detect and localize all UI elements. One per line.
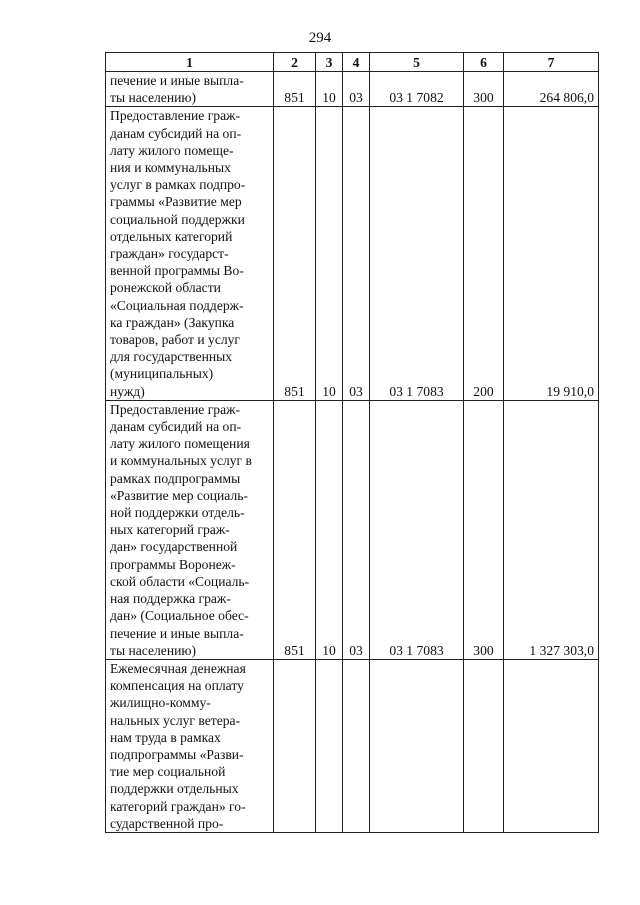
header-row [106, 53, 599, 72]
description-line: жилищно-комму- [110, 695, 211, 711]
expense-type-code: 300 [464, 400, 504, 659]
header-col-1: 1 [106, 53, 274, 72]
description-line: подпрограммы «Разви- [110, 746, 244, 762]
target-article-code [370, 659, 464, 832]
description-line: дан» (Социальное обес- [110, 608, 249, 624]
description-line: лату жилого помещения [110, 436, 250, 452]
amount-value: 1 327 303,0 [504, 400, 599, 659]
description-line: категорий граждан» го- [110, 798, 246, 814]
table-row [106, 400, 599, 659]
target-article-code: 03 1 7082 [370, 72, 464, 107]
amount-value [504, 659, 599, 832]
description-line: для государственных [110, 349, 233, 365]
header-col-7: 7 [504, 53, 599, 72]
section-code: 10 [316, 72, 343, 107]
section-code [316, 659, 343, 832]
admin-code: 851 [274, 72, 316, 107]
description-line: Предоставление граж- [110, 401, 241, 417]
description-line: ской области «Социаль- [110, 573, 250, 589]
description-line: венной программы Во- [110, 263, 244, 279]
expense-type-code: 300 [464, 72, 504, 107]
description-line: услуг в рамках подпро- [110, 177, 246, 193]
description-line: ронежской области [110, 280, 221, 296]
description-line: данам субсидий на оп- [110, 125, 242, 141]
page-number: 294 [308, 30, 332, 46]
subsection-code [343, 659, 370, 832]
table-row [106, 107, 599, 400]
description-line: (муниципальных) [110, 366, 214, 382]
description-line: сударственной про- [110, 815, 224, 831]
header-col-4: 4 [343, 53, 370, 72]
row-description [106, 72, 274, 107]
description-line: ка граждан» (Закупка [110, 314, 235, 330]
description-line: программы Воронеж- [110, 556, 236, 572]
description-line: лату жилого помеще- [110, 142, 234, 158]
target-article-code: 03 1 7083 [370, 107, 464, 400]
row-description [106, 400, 274, 659]
description-line: тие мер социальной [110, 764, 226, 780]
description-line: граммы «Развитие мер [110, 194, 242, 210]
description-line: нужд) [110, 383, 145, 399]
table-row [106, 659, 599, 832]
expense-type-code [464, 659, 504, 832]
description-line: граждан» государст- [110, 246, 229, 262]
header-col-5: 5 [370, 53, 464, 72]
description-line: социальной поддержки [110, 211, 245, 227]
description-line: нам труда в рамках [110, 729, 221, 745]
amount-value: 19 910,0 [504, 107, 599, 400]
description-line: данам субсидий на оп- [110, 419, 242, 435]
section-code: 10 [316, 400, 343, 659]
description-line: ных категорий граж- [110, 522, 230, 538]
description-line: дан» государственной [110, 539, 238, 555]
description-line: печение и иные выпла- [110, 73, 244, 88]
description-line: ния и коммунальных [110, 160, 231, 176]
subsection-code: 03 [343, 72, 370, 107]
admin-code: 851 [274, 400, 316, 659]
description-line: рамках подпрограммы [110, 470, 241, 486]
expense-type-code: 200 [464, 107, 504, 400]
row-description [106, 659, 274, 832]
section-code: 10 [316, 107, 343, 400]
row-description [106, 107, 274, 400]
budget-table [105, 52, 599, 833]
description-line: поддержки отдельных [110, 781, 239, 797]
description-line: отдельных категорий [110, 228, 233, 244]
description-line: и коммунальных услуг в [110, 453, 252, 469]
description-line: товаров, работ и услуг [110, 332, 241, 348]
subsection-code: 03 [343, 107, 370, 400]
target-article-code: 03 1 7083 [370, 400, 464, 659]
description-line: нальных услуг ветера- [110, 712, 241, 728]
description-line: печение и иные выпла- [110, 625, 244, 641]
description-line: Предоставление граж- [110, 108, 241, 124]
amount-value: 264 806,0 [504, 72, 599, 107]
header-col-6: 6 [464, 53, 504, 72]
description-line: «Развитие мер социаль- [110, 487, 248, 503]
subsection-code: 03 [343, 400, 370, 659]
admin-code [274, 659, 316, 832]
description-line: ты населению) [110, 90, 197, 106]
description-line: ная поддержка граж- [110, 591, 231, 607]
description-line: ты населению) [110, 642, 197, 658]
header-col-3: 3 [316, 53, 343, 72]
admin-code: 851 [274, 107, 316, 400]
description-line: компенсация на оплату [110, 678, 244, 694]
description-line: ной поддержки отдель- [110, 505, 245, 521]
description-line: Ежемесячная денежная [110, 660, 246, 676]
description-line: «Социальная поддерж- [110, 297, 244, 313]
table-row [106, 72, 599, 107]
header-col-2: 2 [274, 53, 316, 72]
